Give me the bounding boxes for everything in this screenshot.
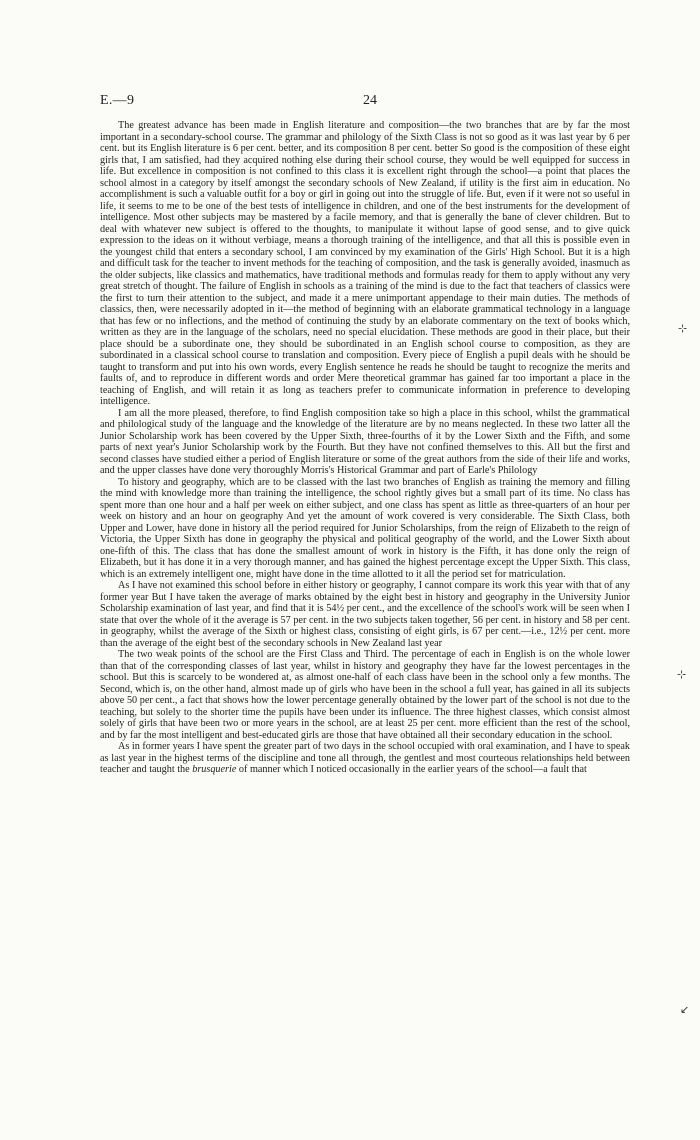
section-code: E.—9 <box>100 93 135 108</box>
margin-mark-icon: ↙ <box>680 1003 690 1016</box>
paragraph-oral-examination <box>100 741 630 776</box>
margin-mark-icon: ⊹ <box>678 322 688 335</box>
margin-mark-icon: ⊹ <box>677 668 687 681</box>
italic-brusquerie: brusquerie <box>192 764 237 775</box>
paragraph-history-geography: To history and geography, which are to be classed with the last two branches of English as training the memory and filling the mind with knowledge more than training the intelligence, the school rightly gives but a small part of its time. No class has spent more than one hour and a half per week on either subject, and one class has spent as little as three-quarters of an hour per week on history and an hour on geography And yet the amount of work covered is very considerable. The Sixth Class, both Upper and Lower, have done in history all the period required for Junior Scholarships, from the reign of Elizabeth to the reign of Victoria, the Upper Sixth has done in geography the physical and political geography of the world, and the Lower Sixth about one-fifth of this. The class that has done the smallest amount of work in history is the Fifth, it has done only the reign of Elizabeth, but it has done it in a very thorough manner, and has gained the highest percentage except the Upper Sixth. This class, which is an extremely intelligent one, might have done in the time allotted to it all the period set for matriculation. <box>100 476 630 580</box>
paragraph-literature: The greatest advance has been made in English literature and composition—the two branches that are by far the most important in a secondary-school course. The grammar and philology of the Sixth Class is not so good as it was last year by 6 per cent. but its English literature is 6 per cent. better, and its composition 8 per cent. better So good is the composition of these eight girls that, I am satisfied, had they acquired nothing else during their school course, they would be well equipped for success in life. But excellence in composition is not confined to this class it is excellent right through the school—a point that places the school almost in a category by itself amongst the secondary schools of New Zealand, if utility is the first aim in education. No accomplishment is such a valuable outfit for a boy or girl in going out into the struggle of life. But, even if it were not so useful in life, it seems to me to be one of the best tests of intelligence in children, and one of the best instruments for the development of intelligence. Most other subjects may be mastered by a facile memory, and that is generally the bane of clever children. But to deal with whatever new subject is offered to the thoughts, to manipulate it without lapse of good sense, and to give quick expression to the ideas on it without verbiage, means a thorough training of the intelligence, and that all this is possible even in the youngest child that enters a secondary school, I am convinced by my examination of the Girls' High School. But it is a high and difficult task for the teacher to invent methods for the teaching of composition, and the task is generally avoided, inasmuch as the older subjects, like classics and mathematics, have traditional methods and formulas ready for them to apply without any very great stretch of thought. The failure of English in schools as a training of the mind is due to the fact that teachers of classics were the first to turn their attention to the subject, and made it a mere unimportant appendage to their main duties. The methods of classics, then, were necessarily adopted in it—the method of beginning with an elaborate grammatical technology in a language that has few or no inflections, and the method of continuing the study by an elaborate commentary on the text of books which, written as they are in the language of the scholars, need no special elucidation. These methods are good in their place, but their place should be a subordinate one, they should be subordinated in an English school course to composition, as they are subordinated in a classical school course to translation and composition. Every piece of English a pupil deals with he should be taught to transform and put into his own words, every English sentence he reads he should be taught to recognize the merits and faults of, and to reproduce in different words and order Mere theoretical grammar has gained far too important a place in the teaching of English, and will retain it as long as teachers prefer to communicate information in preference to developing intelligence. <box>100 120 630 407</box>
page-number: 24 <box>363 93 377 108</box>
paragraph-composition-place: I am all the more pleased, therefore, to find English composition take so high a place in this school, whilst the grammatical and philological study of the language and the knowledge of the literature are by no means neglected. In these two latter all the Junior Scholarship work has been covered by the Upper Sixth, three-fourths of it by the Lower Sixth and the Fifth, and some parts of next year's Junior Scholarship work by the Fourth. But they have not confined themselves to this. All but the first and second classes have studied either a period of English literature or some of the great authors from the side of their life and works, and the upper classes have done very thoroughly Morris's Historical Grammar and part of Earle's Philology <box>100 407 630 476</box>
page-header <box>100 93 640 113</box>
paragraph-weak-points: The two weak points of the school are the First Class and Third. The percentage of each in English is on the whole lower than that of the corresponding classes of last year, whilst in history and geography they have far the lowest percentages in the school. But this is scarcely to be wondered at, as almost one-half of each class have been in the school only a few months. The Second, which is, on the other hand, almost made up of girls who have been in the school a full year, has gained in all its subjects above 50 per cent., a fact that shows how the lower percentage generally obtained by the lower part of the school is not due to the teaching, but solely to the shorter time the pupils have been under its influence. The three highest classes, which consist almost solely of girls that have been two or more years in the school, are at least 25 per cent. more efficient than the rest of the school, and by far the most intelligent and best-educated girls are those that have obtained all their secondary education in the school. <box>100 649 630 741</box>
paragraph-marks-comparison: As I have not examined this school before in either history or geography, I cannot compare its work this year with that of any former year But I have taken the average of marks obtained by the eight best in history and geography in the University Junior Scholarship examination of last year, and find that it is 54½ per cent., and the excellence of the school's work will be seen when I state that over the whole of it the average is 57 per cent. in the two subjects taken together, 56 per cent. in history and 58 per cent. in geography, whilst the average of the Sixth or highest class, consisting of eight girls, is 67 per cent.—i.e., 12½ per cent. more than the average of the eight best of the secondary schools in New Zealand last year <box>100 580 630 649</box>
body-text <box>100 120 630 776</box>
paragraph-oral-after: of manner which I noticed occasionally in the earlier years of the school—a fault that <box>236 764 587 775</box>
paragraph-oral-before: As in former years I have spent the greater part of two days in the school occupied with oral examination, and I have to speak as last year in the highest terms of the discipline and tone all through, the gentlest and most courteous relationships held between teacher and taught the <box>100 741 630 775</box>
